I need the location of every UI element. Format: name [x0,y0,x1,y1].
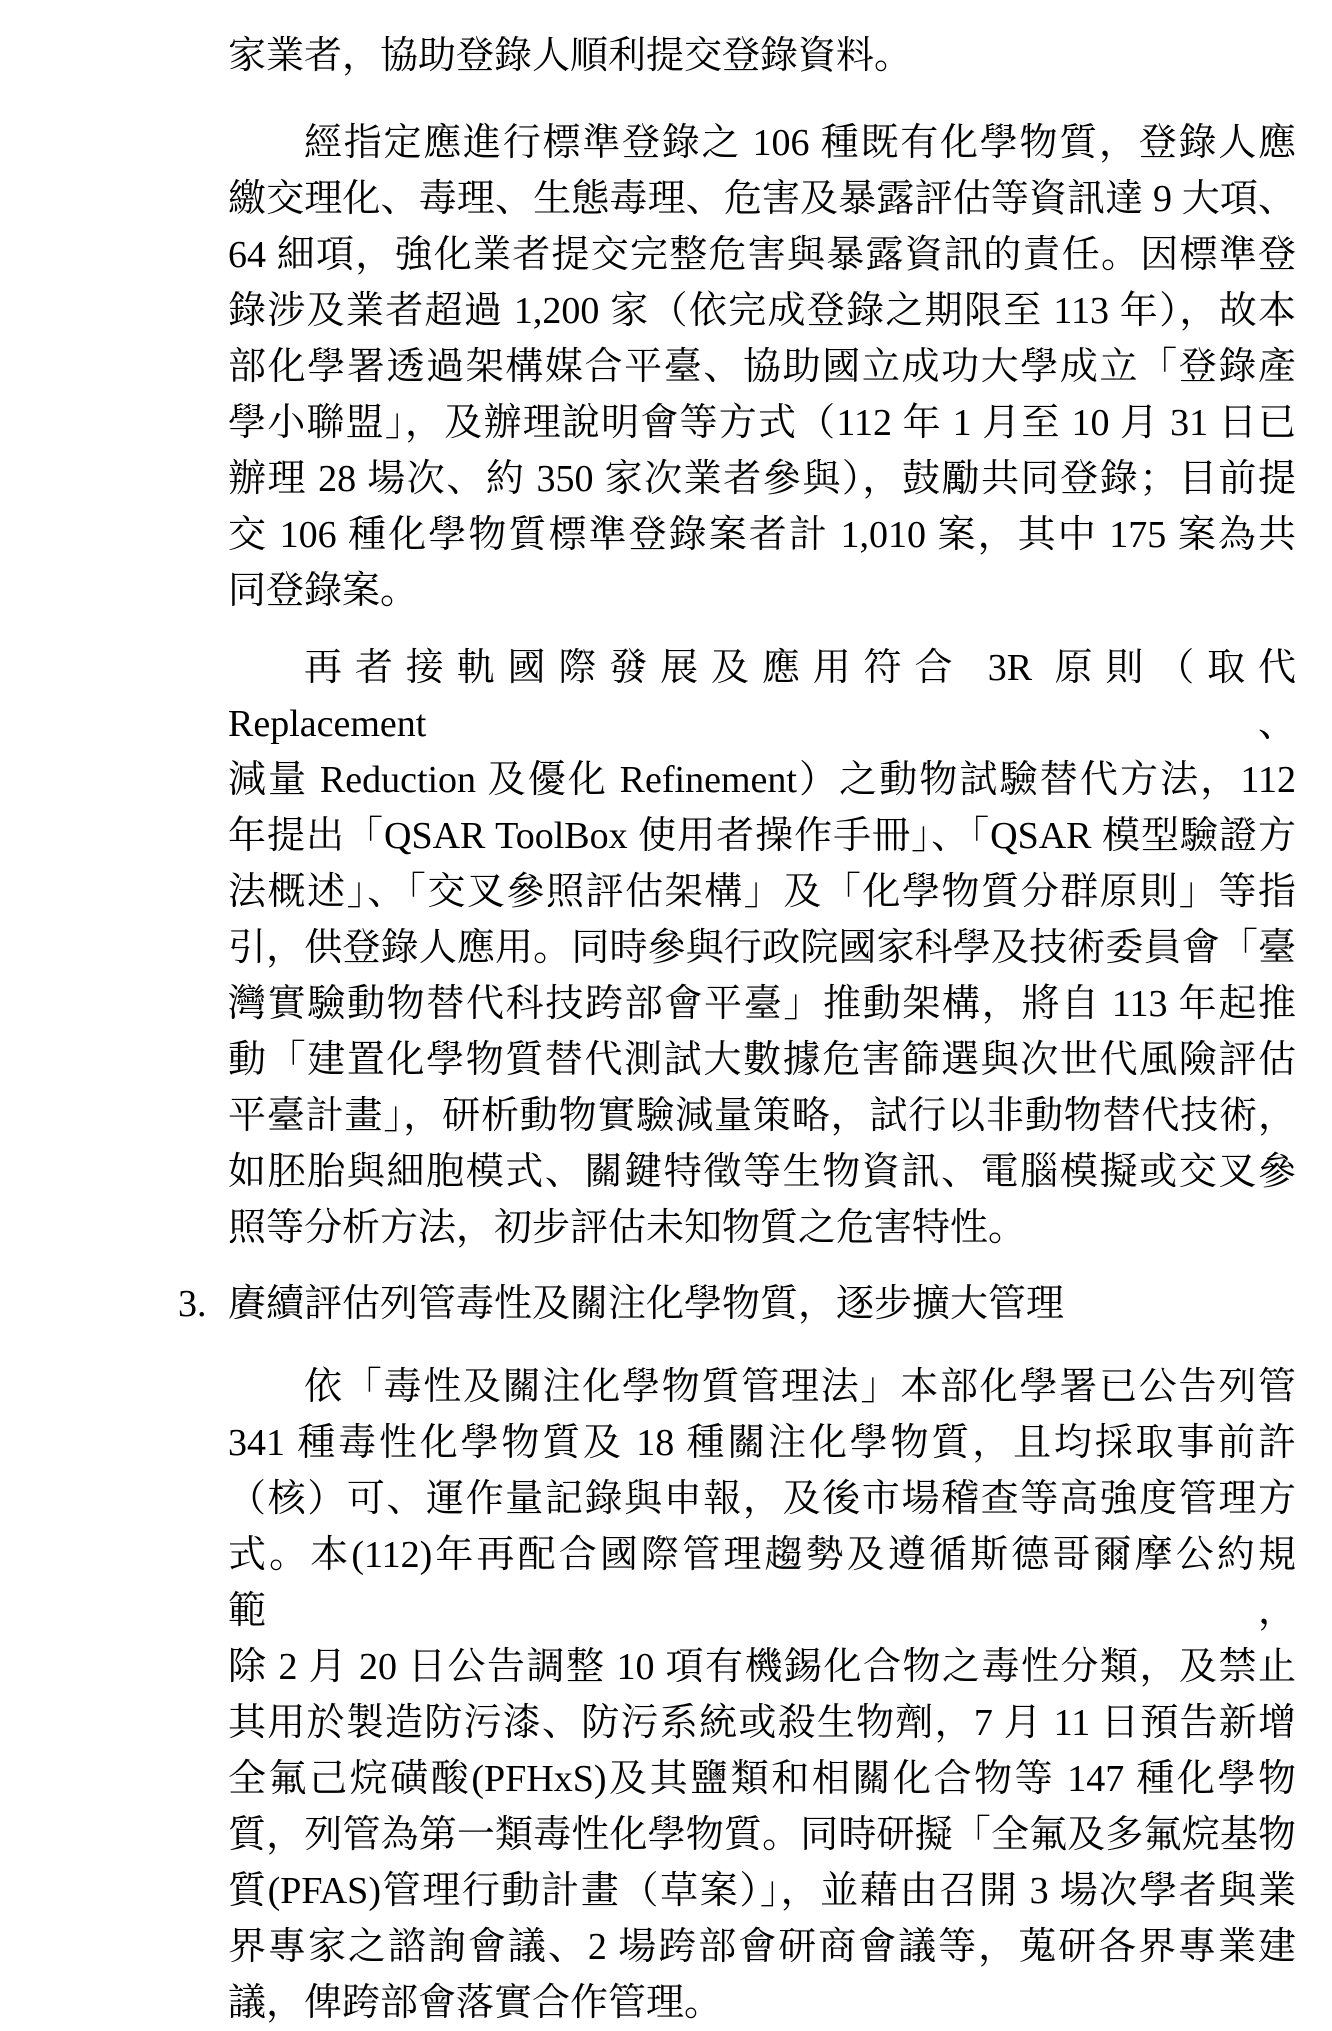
paragraph-toxic-chemical-management [228,1359,1296,2031]
text-line: 議，俾跨部會落實合作管理。 [228,1982,723,2024]
text-line: 家業者，協助登錄人順利提交登錄資料。 [228,35,913,77]
paragraph-animal-test-alternatives [228,640,1296,1256]
text-line: 質，列管為第一類毒性化學物質。同時研擬「全氟及多氟烷基物 [228,1814,1296,1856]
text-line: 同登錄案。 [228,570,419,612]
text-line: 質(PFAS)管理行動計畫（草案）」，並藉由召開 3 場次學者與業 [228,1870,1296,1912]
text-line: 學小聯盟」，及辦理說明會等方式（112 年 1 月至 10 月 31 日已 [228,402,1296,444]
document-content [178,28,1296,2031]
section-heading-3 [178,1276,1296,1332]
text-line: （核）可、運作量記錄與申報，及後市場稽查等高強度管理方 [228,1478,1296,1520]
text-line: 其用於製造防污漆、防污系統或殺生物劑，7 月 11 日預告新增 [228,1702,1296,1744]
paragraph-continuation [228,28,1296,84]
text-line: 交 106 種化學物質標準登錄案者計 1,010 案，其中 175 案為共 [228,514,1296,556]
section-title: 賡續評估列管毒性及關注化學物質，逐步擴大管理 [228,1283,1065,1325]
text-line: 繳交理化、毒理、生態毒理、危害及暴露評估等資訊達 9 大項、 [228,178,1296,220]
text-line: 錄涉及業者超過 1,200 家（依完成登錄之期限至 113 年），故本 [228,290,1296,332]
text-line: 界專家之諮詢會議、2 場跨部會研商會議等，蒐研各界專業建 [228,1926,1296,1968]
text-line: 64 細項，強化業者提交完整危害與暴露資訊的責任。因標準登 [228,234,1296,276]
text-line: 動「建置化學物質替代測試大數據危害篩選與次世代風險評估 [228,1039,1296,1081]
text-line: 灣實驗動物替代科技跨部會平臺」推動架構，將自 113 年起推 [228,983,1296,1025]
text-line: 如胚胎與細胞模式、關鍵特徵等生物資訊、電腦模擬或交叉參 [228,1151,1296,1193]
text-line: 年提出「QSAR ToolBox 使用者操作手冊」、「QSAR 模型驗證方 [228,815,1296,857]
paragraph-standard-registration [228,115,1296,619]
text-line: 再者接軌國際發展及應用符合 3R 原則（取代 Replacement、 [228,647,1296,745]
text-line: 平臺計畫」，研析動物實驗減量策略，試行以非動物替代技術， [228,1095,1296,1137]
text-line: 引，供登錄人應用。同時參與行政院國家科學及技術委員會「臺 [228,927,1296,969]
text-line: 法概述」、「交叉參照評估架構」及「化學物質分群原則」等指 [228,871,1296,913]
text-line: 部化學署透過架構媒合平臺、協助國立成功大學成立「登錄產 [228,346,1296,388]
text-line: 照等分析方法，初步評估未知物質之危害特性。 [228,1207,1027,1249]
text-line: 式。本(112)年再配合國際管理趨勢及遵循斯德哥爾摩公約規範， [228,1534,1296,1632]
text-line: 全氟己烷磺酸(PFHxS)及其鹽類和相關化合物等 147 種化學物 [228,1758,1296,1800]
text-line: 依「毒性及關注化學物質管理法」本部化學署已公告列管 [304,1366,1296,1408]
text-line: 經指定應進行標準登錄之 106 種既有化學物質，登錄人應 [304,122,1296,164]
text-line: 341 種毒性化學物質及 18 種關注化學物質，且均採取事前許 [228,1422,1296,1464]
text-line: 除 2 月 20 日公告調整 10 項有機錫化合物之毒性分類，及禁止 [228,1646,1296,1688]
text-line: 辦理 28 場次、約 350 家次業者參與），鼓勵共同登錄；目前提 [228,458,1296,500]
text-line: 減量 Reduction 及優化 Refinement）之動物試驗替代方法，112 [228,759,1296,801]
section-number: 3. [178,1283,207,1325]
